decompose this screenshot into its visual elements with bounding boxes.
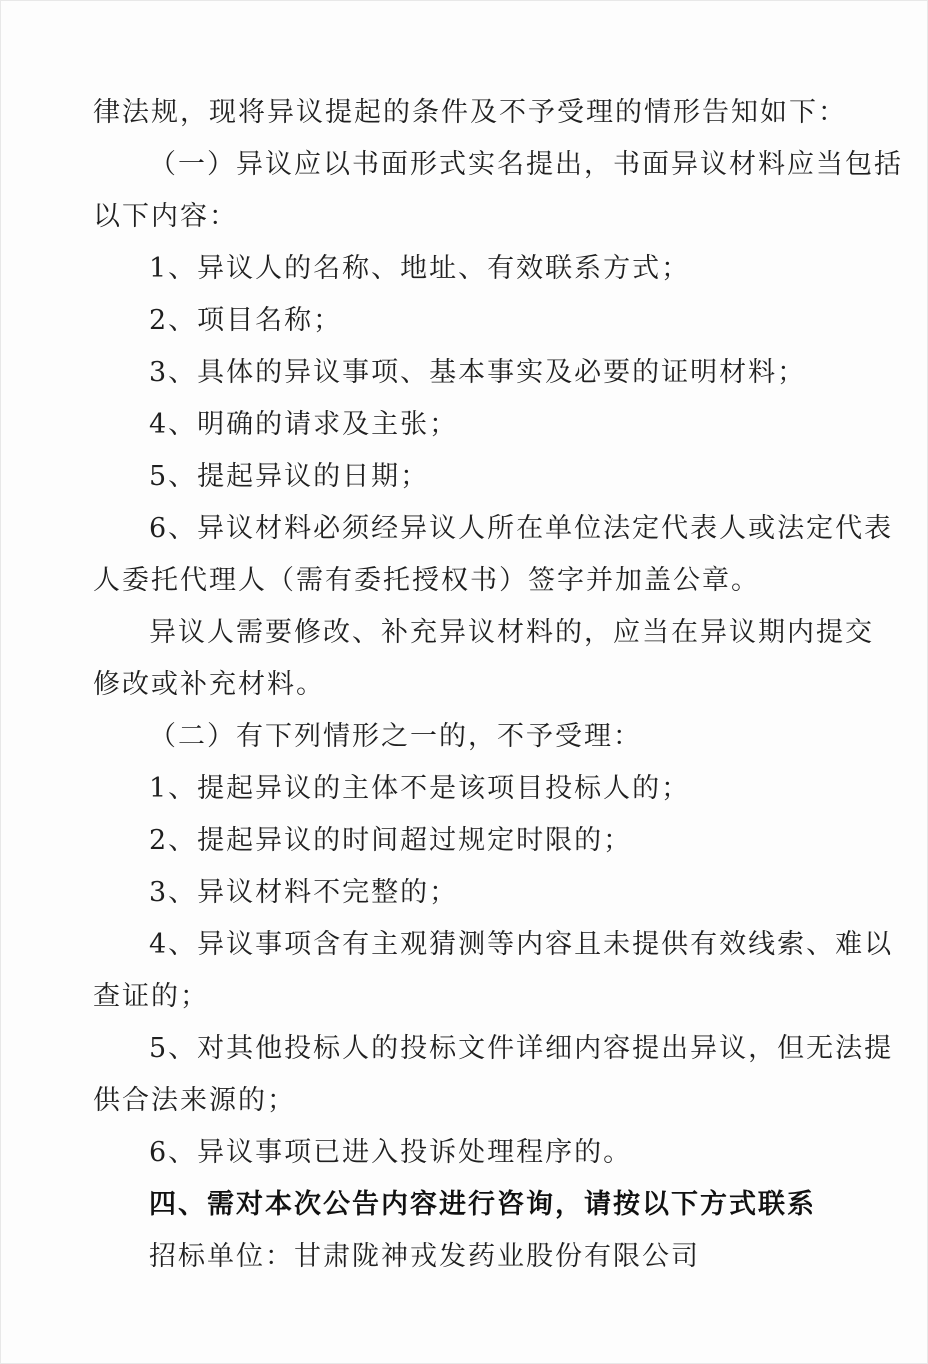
list-item: 3、具体的异议事项、基本事实及必要的证明材料；	[149, 357, 807, 388]
text-line: 供合法来源的；	[93, 1085, 296, 1116]
list-item: 4、明确的请求及主张；	[149, 409, 459, 440]
list-item: 4、异议事项含有主观猜测等内容且未提供有效线索、难以	[149, 929, 894, 960]
section-heading: 四、需对本次公告内容进行咨询，请按以下方式联系	[149, 1189, 816, 1220]
list-item: 5、提起异议的日期；	[149, 461, 430, 492]
text-line: （一）异议应以书面形式实名提出，书面异议材料应当包括	[149, 149, 903, 180]
contact-line: 招标单位：甘肃陇神戎发药业股份有限公司	[149, 1241, 700, 1272]
list-item: 6、异议事项已进入投诉处理程序的。	[149, 1137, 633, 1168]
list-item: 6、异议材料必须经异议人所在单位法定代表人或法定代表	[149, 513, 894, 544]
text-line: 人委托代理人（需有委托授权书）签字并加盖公章。	[93, 565, 760, 596]
text-line: 查证的；	[93, 981, 209, 1012]
list-item: 2、提起异议的时间超过规定时限的；	[149, 825, 633, 856]
text-line: 律法规，现将异议提起的条件及不予受理的情形告知如下：	[93, 97, 847, 128]
list-item: 1、异议人的名称、地址、有效联系方式；	[149, 253, 691, 284]
text-line: 以下内容：	[93, 201, 238, 232]
text-line: 异议人需要修改、补充异议材料的，应当在异议期内提交	[149, 617, 874, 648]
document-body	[93, 87, 903, 1283]
list-item: 5、对其他投标人的投标文件详细内容提出异议，但无法提	[149, 1033, 894, 1064]
list-item: 1、提起异议的主体不是该项目投标人的；	[149, 773, 691, 804]
text-line: （二）有下列情形之一的，不予受理：	[149, 721, 642, 752]
list-item: 3、异议材料不完整的；	[149, 877, 459, 908]
list-item: 2、项目名称；	[149, 305, 343, 336]
text-line: 修改或补充材料。	[93, 669, 325, 700]
